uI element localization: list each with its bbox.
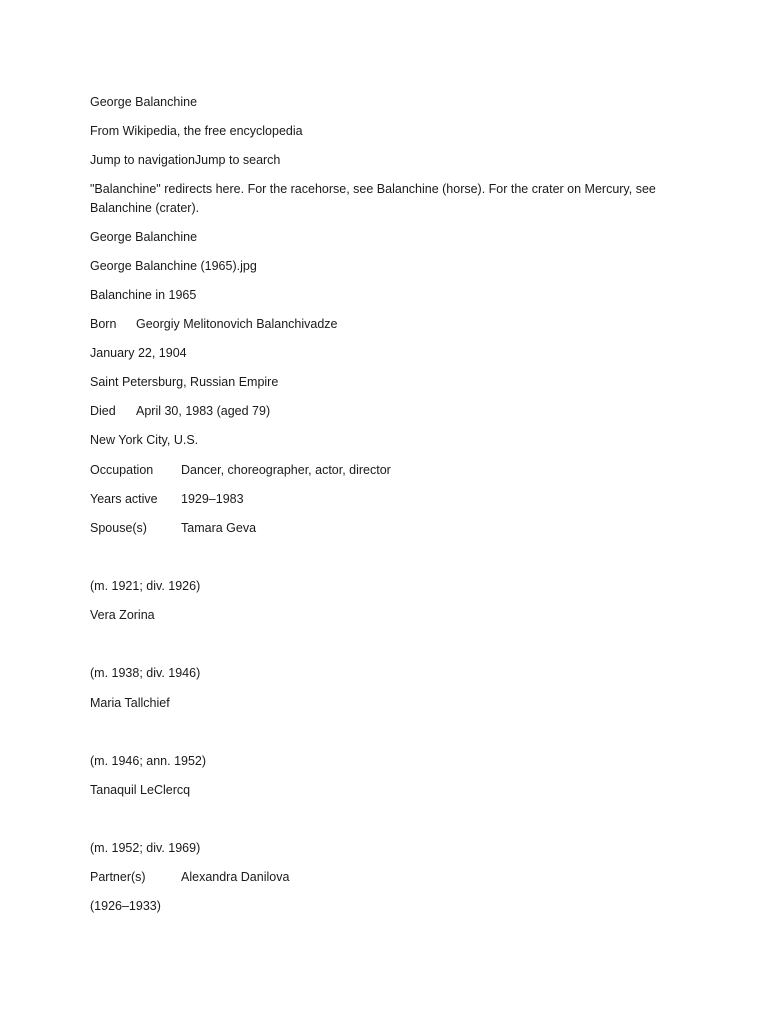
born-place: Saint Petersburg, Russian Empire	[90, 375, 279, 389]
spouse-name: Maria Tallchief	[90, 696, 170, 710]
infobox-image-file: George Balanchine (1965).jpg	[90, 259, 257, 273]
partner-row	[90, 868, 289, 887]
spouse-term: (m. 1921; div. 1926)	[90, 579, 201, 593]
partner-label: Partner(s)	[90, 870, 146, 884]
spouse-term: (m. 1952; div. 1969)	[90, 841, 201, 855]
spouse-term: (m. 1938; div. 1946)	[90, 666, 201, 680]
hatnote: "Balanchine" redirects here. For the racehorse, see Balanchine (horse). For the crater on Mercury, see Balanchine (crater).	[90, 182, 656, 215]
spouse-name: Vera Zorina	[90, 608, 155, 622]
born-row	[90, 315, 338, 334]
died-label: Died	[90, 404, 116, 418]
died-row	[90, 402, 270, 421]
died-date: April 30, 1983 (aged 79)	[136, 404, 271, 418]
born-date: January 22, 1904	[90, 346, 187, 360]
spouses-label: Spouse(s)	[90, 521, 147, 535]
spouse-name: Tamara Geva	[181, 521, 257, 535]
occupation-value: Dancer, choreographer, actor, director	[181, 463, 391, 477]
partner-term: (1926–1933)	[90, 899, 161, 913]
infobox-caption: Balanchine in 1965	[90, 288, 197, 302]
years-active-label: Years active	[90, 492, 158, 506]
years-active-row	[90, 490, 244, 509]
born-label: Born	[90, 317, 117, 331]
partner-name: Alexandra Danilova	[181, 870, 290, 884]
spouse-row	[90, 519, 256, 538]
article-title: George Balanchine	[90, 95, 198, 109]
occupation-row	[90, 461, 391, 480]
source-line: From Wikipedia, the free encyclopedia	[90, 124, 303, 138]
spouse-term: (m. 1946; ann. 1952)	[90, 754, 207, 768]
occupation-label: Occupation	[90, 463, 154, 477]
infobox-name: George Balanchine	[90, 230, 198, 244]
years-active-value: 1929–1983	[181, 492, 244, 506]
document-page	[90, 0, 690, 1024]
spouse-name: Tanaquil LeClercq	[90, 783, 191, 797]
nav-links: Jump to navigationJump to search	[90, 153, 281, 167]
born-name: Georgiy Melitonovich Balanchivadze	[136, 317, 338, 331]
died-place: New York City, U.S.	[90, 433, 199, 447]
